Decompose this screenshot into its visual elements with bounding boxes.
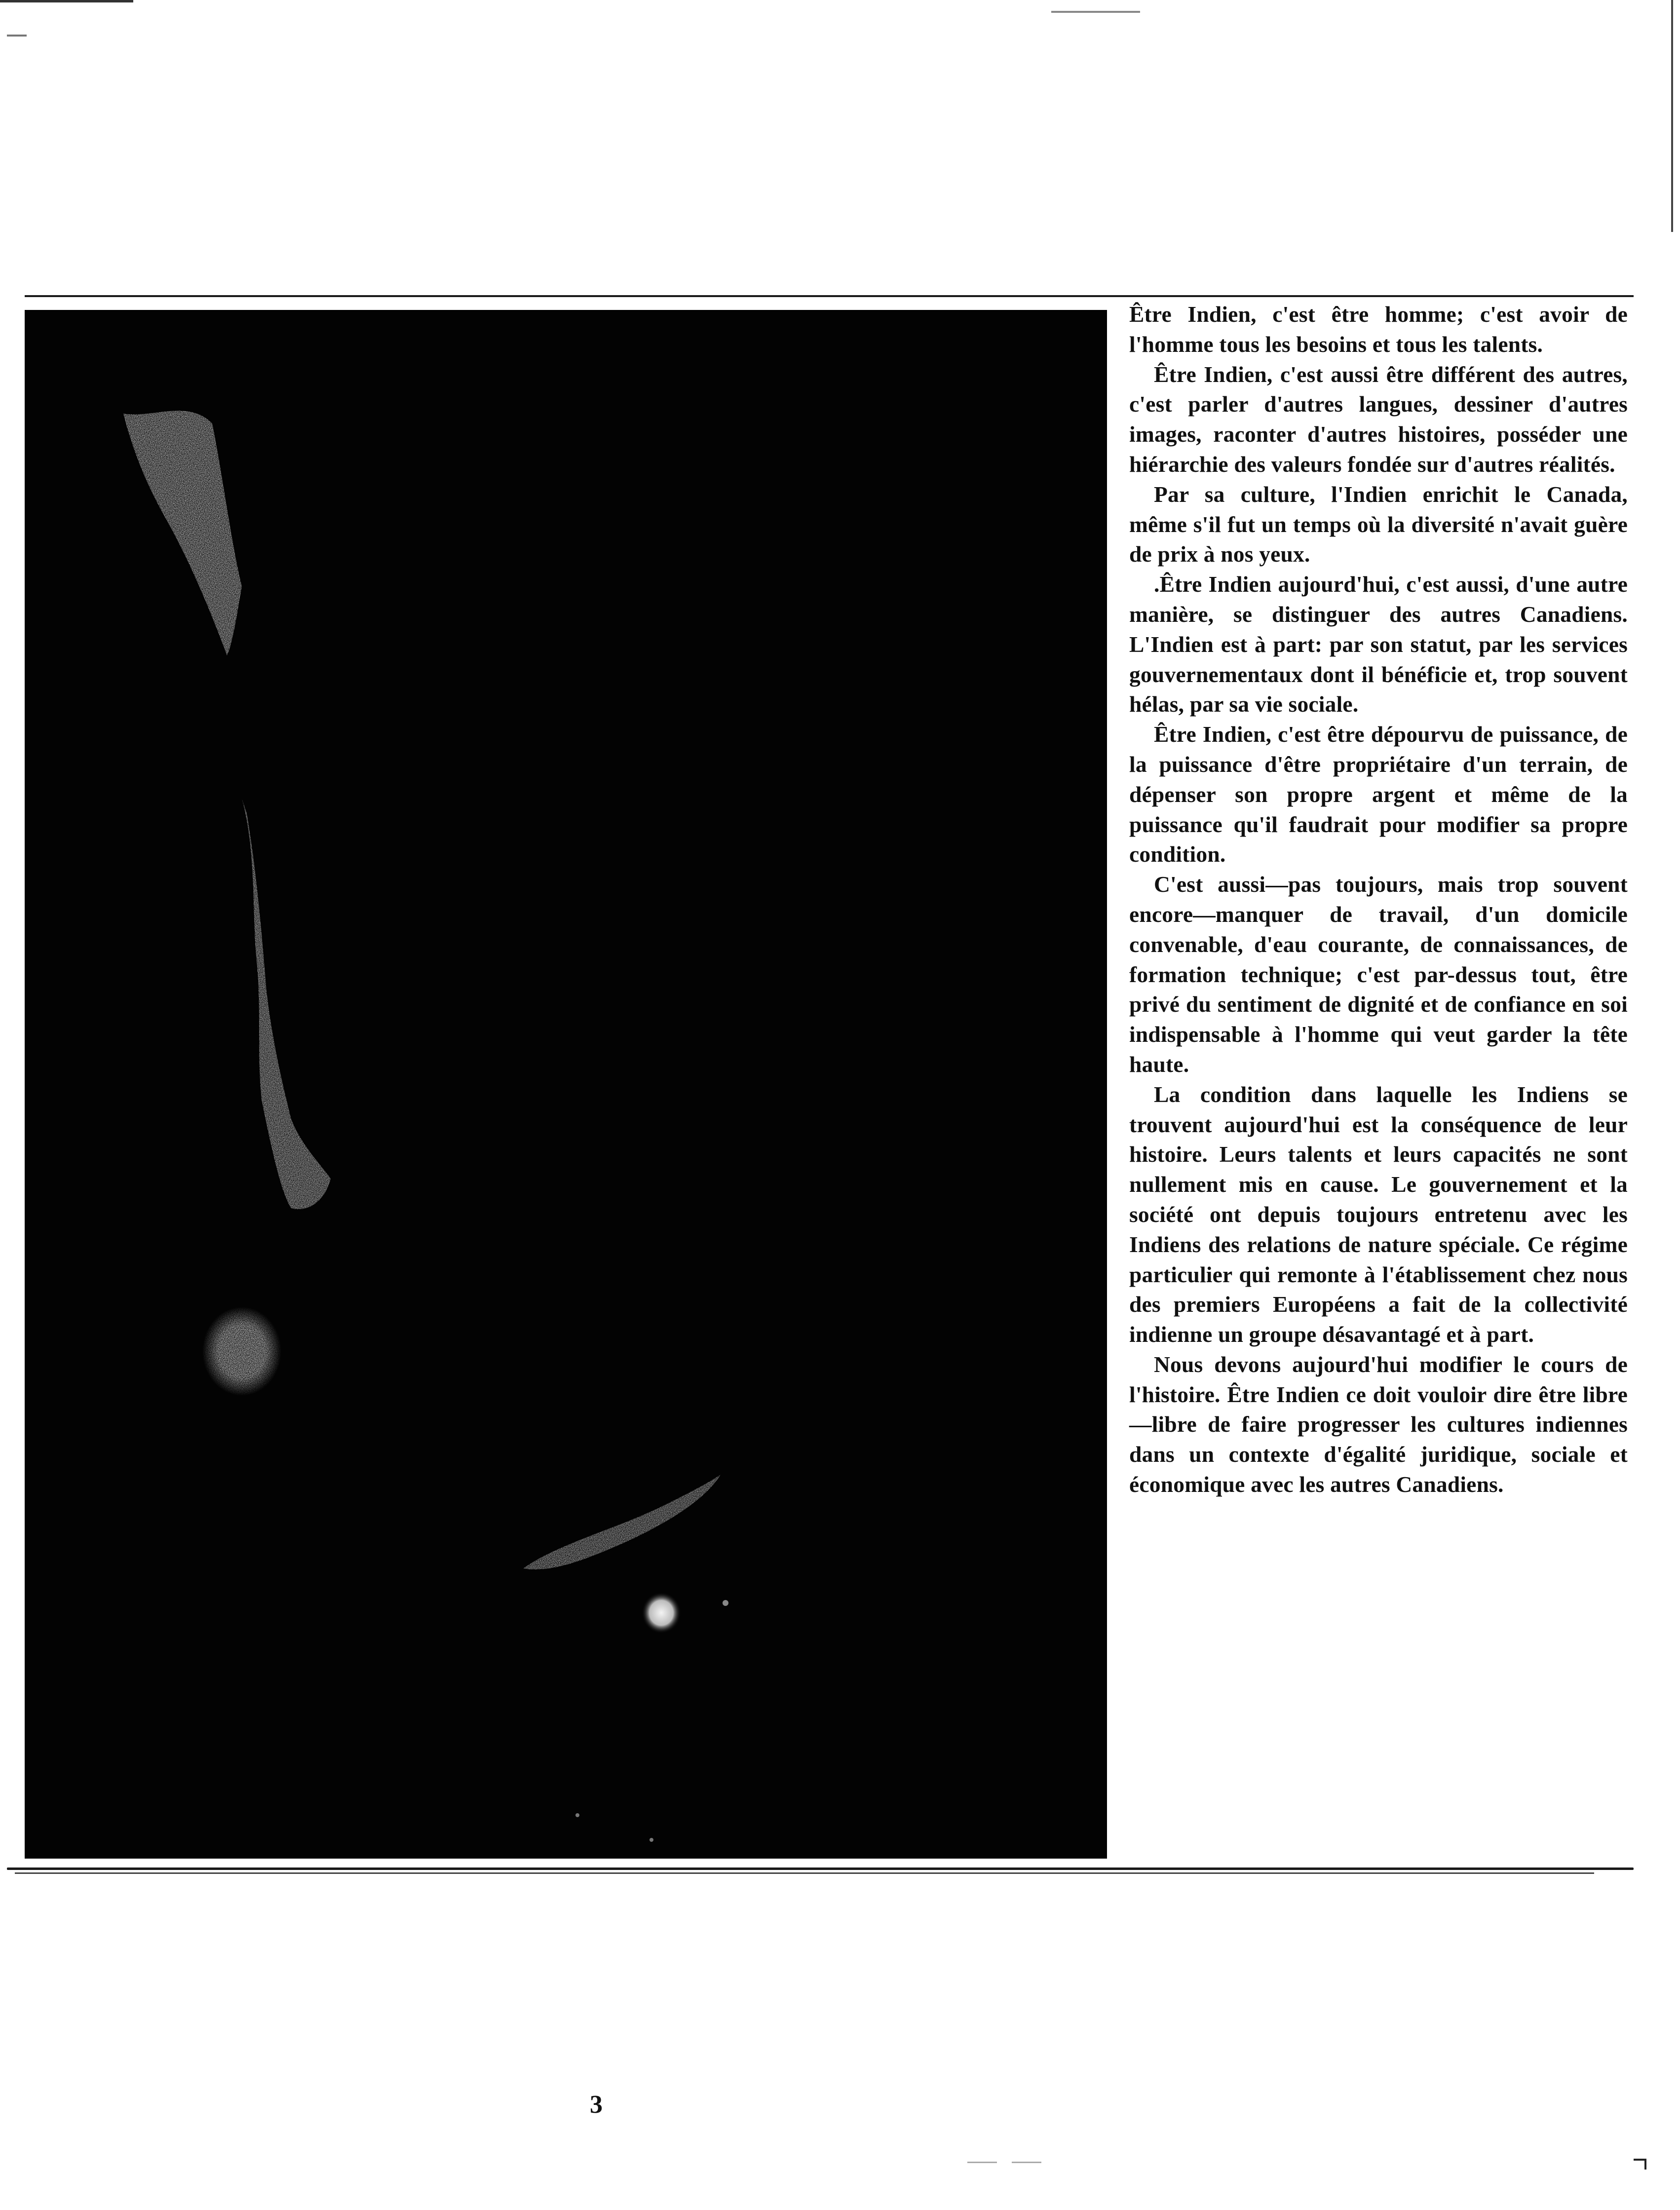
paragraph: La condition dans laquelle les Indiens se trouvent aujourd'hui est la conséquence de leur histoire. Leurs talents et leurs capacités ne sont nullement mis en cause. Le gouvernement et la société ont depuis toujours entretenu avec les Indiens des relations de nature spéciale. Ce régime particulier qui remonte à l'établissement chez nous des premiers Européens a fait de la collectivité indienne un groupe désavantagé et à part. <box>1129 1081 1628 1347</box>
earring-highlight <box>642 1592 681 1634</box>
nose-highlight <box>242 799 331 1209</box>
paragraph: Être Indien, c'est être dépourvu de puissance, de la puissance d'être propriétaire d'un terrain, de dépenser son propre argent et même de la puissance qu'il faudrait pour modifier sa propre condition. <box>1129 722 1628 867</box>
scan-mark <box>1051 11 1140 13</box>
scan-mark <box>967 2162 997 2163</box>
article-text <box>1129 300 1628 1500</box>
speck <box>723 1600 728 1606</box>
top-rule <box>25 295 1634 297</box>
bottom-rule-shadow <box>15 1872 1594 1874</box>
jaw-highlight <box>523 1475 721 1569</box>
paragraph: Par sa culture, l'Indien enrichit le Canada, même s'il fut un temps où la diversité n'avait guère de prix à nos yeux. <box>1129 481 1628 567</box>
lip-highlight <box>202 1307 281 1396</box>
scan-mark <box>1012 2162 1041 2163</box>
page-number: 3 <box>590 2091 603 2119</box>
paragraph: Être Indien, c'est être homme; c'est avoir de l'homme tous les besoins et tous les talents. <box>1129 302 1628 357</box>
paragraph: Nous devons aujourd'hui modifier le cours de l'histoire. Être Indien ce doit vouloir dire être libre—libre de faire progresser les cultures indiennes dans un contexte d'égalité juridique, sociale et économique avec les autres Canadiens. <box>1129 1351 1628 1497</box>
profile-photograph <box>25 310 1107 1859</box>
speck <box>575 1813 579 1817</box>
paragraph: C'est aussi—pas toujours, mais trop souvent encore—manquer de travail, d'un domicile convenable, d'eau courante, de connaissances, de formation technique; c'est par-dessus tout, être privé du sentiment de dignité et de confiance en soi indispensable à l'homme qui veut garder la tête haute. <box>1129 872 1628 1077</box>
crop-mark <box>1644 2159 1646 2170</box>
forehead-highlight <box>123 411 242 655</box>
paragraph: Être Indien, c'est aussi être différent des autres, c'est parler d'autres langues, dessiner d'autres images, raconter d'autres histoires, posséder une hiérarchie des valeurs fondée sur d'autres réalités. <box>1129 361 1628 477</box>
scan-edge <box>1671 0 1673 232</box>
scan-mark <box>7 35 27 37</box>
paragraph: .Être Indien aujourd'hui, c'est aussi, d'une autre manière, se distinguer des autres Canadiens. L'Indien est à part: par son statut, par les services gouvernementaux dont il bénéficie et, trop souvent hélas, par sa vie sociale. <box>1129 572 1628 717</box>
speck <box>649 1838 653 1842</box>
scan-mark <box>0 0 133 2</box>
bottom-rule <box>7 1867 1634 1870</box>
